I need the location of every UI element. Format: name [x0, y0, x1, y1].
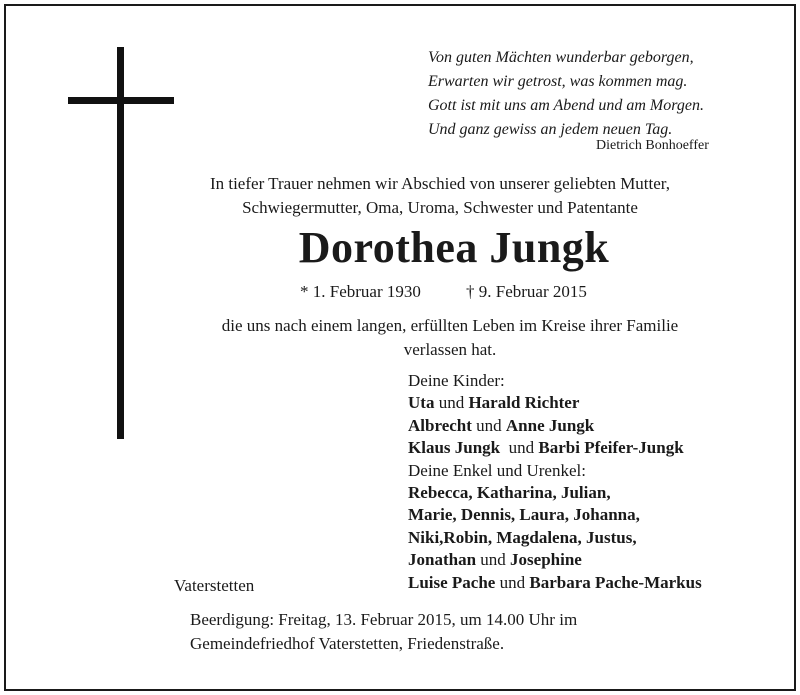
poem-line: Von guten Mächten wunderbar geborgen,	[428, 49, 694, 66]
grandchildren-line: Niki,Robin, Magdalena, Justus,	[408, 527, 637, 547]
death-date: † 9. Februar 2015	[466, 282, 587, 301]
grandchildren-line: Marie, Dennis, Laura, Johanna,	[408, 505, 640, 525]
family-list	[408, 370, 702, 594]
intro-line-1: In tiefer Trauer nehmen wir Abschied von unserer geliebten Mutter,	[209, 174, 671, 193]
family-name: Klaus Jungk	[408, 438, 501, 458]
family-name: Barbara Pache-Markus	[529, 572, 702, 592]
family-name: Harald Richter	[468, 393, 580, 413]
family-line	[408, 392, 702, 414]
family-name: Albrecht	[408, 415, 472, 435]
family-line	[408, 572, 702, 594]
birth-date: * 1. Februar 1930	[300, 282, 421, 301]
grandchildren-heading: Deine Enkel und Urenkel:	[408, 460, 586, 480]
funeral-line: Gemeindefriedhof Vaterstetten, Friedenstraße.	[190, 634, 505, 653]
conjunction: und	[434, 393, 469, 413]
family-name: Barbi Pfeifer-Jungk	[538, 438, 684, 458]
conjunction: und	[500, 438, 539, 458]
funeral-line: Beerdigung: Freitag, 13. Februar 2015, um 14.00 Uhr im	[190, 610, 578, 629]
poem-author: Dietrich Bonhoeffer	[596, 138, 709, 153]
family-name: Anne Jungk	[505, 415, 595, 435]
conjunction: und	[476, 550, 511, 570]
conjunction: und	[471, 415, 506, 435]
town-name: Vaterstetten	[174, 576, 255, 595]
notice-text-line: verlassen hat.	[403, 340, 497, 359]
grandchildren-line: Rebecca, Katharina, Julian,	[408, 483, 611, 503]
children-heading: Deine Kinder:	[408, 371, 505, 390]
family-line	[408, 549, 702, 571]
funeral-info	[190, 608, 577, 656]
deceased-name: Dorothea Jungk	[298, 223, 610, 272]
intro-line-2: Schwiegermutter, Oma, Uroma, Schwester und Patentante	[242, 198, 638, 217]
poem-line: Gott ist mit uns am Abend und am Morgen.	[428, 97, 704, 114]
poem-line: Und ganz gewiss an jedem neuen Tag.	[428, 121, 673, 138]
family-name: Uta	[408, 393, 435, 413]
family-name: Josephine	[510, 550, 582, 570]
poem	[428, 46, 704, 142]
notice-text	[100, 314, 800, 362]
cross-horizontal-bar	[68, 97, 174, 104]
family-name: Jonathan	[408, 550, 477, 570]
family-line	[408, 437, 702, 459]
notice-text-line: die uns nach einem langen, erfüllten Leben im Kreise ihrer Familie	[221, 316, 679, 335]
conjunction: und	[495, 572, 530, 592]
family-line	[408, 415, 702, 437]
family-name: Luise Pache	[408, 572, 496, 592]
poem-line: Erwarten wir getrost, was kommen mag.	[428, 73, 688, 90]
